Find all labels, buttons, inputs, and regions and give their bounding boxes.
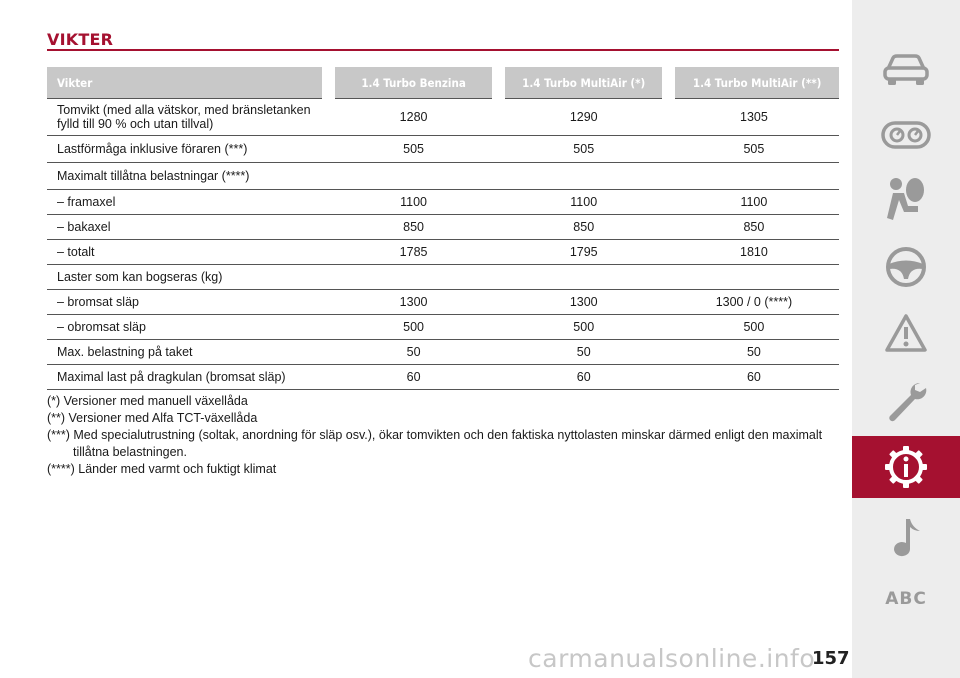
header-vikter: Vikter: [47, 67, 329, 99]
cell-value: 1300: [499, 290, 669, 315]
row-label: – bromsat släp: [47, 290, 329, 315]
cell-value: 1305: [669, 99, 839, 136]
car-icon: [882, 51, 930, 87]
music-note-icon: [886, 515, 926, 559]
footnote: (*) Versioner med manuell växellåda: [47, 394, 248, 408]
row-label: Maximalt tillåtna belastningar (****): [47, 163, 329, 190]
footnote: (***) Med specialutrustning (soltak, anordning för släp osv.), ökar tomvikten och den faktiska nyttolasten minskar därmed enligt den maximalt tillåtna belastningen.: [47, 428, 823, 459]
watermark: carmanualsonline.info: [528, 644, 816, 673]
sidebar-item-index[interactable]: [852, 570, 960, 628]
cell-value: 1300 / 0 (****): [669, 290, 839, 315]
header-multiair-manual: 1.4 Turbo MultiAir (*): [499, 67, 669, 99]
row-label: Laster som kan bogseras (kg): [47, 265, 329, 290]
row-label: Lastförmåga inklusive föraren (***): [47, 136, 329, 163]
table-row: [47, 365, 839, 390]
cell-value: 505: [329, 136, 499, 163]
cell-value: [329, 265, 499, 290]
airbag-seat-icon: [884, 176, 928, 222]
sidebar-item-instruments[interactable]: [852, 106, 960, 164]
cell-value: 60: [329, 365, 499, 390]
table-row: [47, 136, 839, 163]
cell-value: 50: [329, 340, 499, 365]
sidebar-item-technical-data[interactable]: [852, 436, 960, 498]
steering-wheel-icon: [884, 245, 928, 289]
cell-value: [669, 163, 839, 190]
table-row: [47, 240, 839, 265]
title-divider: [47, 49, 839, 51]
cell-value: 60: [499, 365, 669, 390]
cell-value: 1290: [499, 99, 669, 136]
footnote: (****) Länder med varmt och fuktigt klimat: [47, 462, 277, 476]
table-row: [47, 99, 839, 136]
sidebar-item-vehicle[interactable]: [852, 40, 960, 98]
page-number: 157: [812, 648, 850, 669]
cell-value: 1280: [329, 99, 499, 136]
cell-value: 1100: [499, 190, 669, 215]
info-gear-icon: [884, 445, 928, 489]
cell-value: 500: [499, 315, 669, 340]
footnotes: [47, 393, 839, 478]
cell-value: 60: [669, 365, 839, 390]
table-row: [47, 215, 839, 240]
sidebar-item-multimedia[interactable]: [852, 508, 960, 566]
cell-value: 1100: [669, 190, 839, 215]
weights-table: [47, 67, 839, 390]
row-label: – bakaxel: [47, 215, 329, 240]
row-label: – framaxel: [47, 190, 329, 215]
cell-value: 1300: [329, 290, 499, 315]
sidebar-item-driving[interactable]: [852, 238, 960, 296]
cell-value: 1810: [669, 240, 839, 265]
cell-value: 850: [499, 215, 669, 240]
cell-value: 1100: [329, 190, 499, 215]
cell-value: 500: [669, 315, 839, 340]
sidebar-item-safety[interactable]: [852, 170, 960, 228]
row-label: Max. belastning på taket: [47, 340, 329, 365]
cell-value: 50: [499, 340, 669, 365]
row-label: – obromsat släp: [47, 315, 329, 340]
cell-value: 850: [329, 215, 499, 240]
table-row: [47, 315, 839, 340]
wrench-icon: [884, 379, 928, 423]
cell-value: 1785: [329, 240, 499, 265]
sidebar-item-emergency[interactable]: [852, 304, 960, 362]
table-row: [47, 190, 839, 215]
abc-index: ABC: [885, 589, 927, 609]
cell-value: [499, 163, 669, 190]
table-row: [47, 340, 839, 365]
row-label: Tomvikt (med alla vätskor, med bränsletanken fylld till 90 % och utan tillval): [47, 99, 329, 136]
cell-value: 505: [499, 136, 669, 163]
cell-value: [669, 265, 839, 290]
sidebar-item-maintenance[interactable]: [852, 372, 960, 430]
cell-value: 505: [669, 136, 839, 163]
table-row: [47, 290, 839, 315]
table-header-row: [47, 67, 839, 99]
cell-value: 1795: [499, 240, 669, 265]
header-turbo-benzina: 1.4 Turbo Benzina: [329, 67, 499, 99]
cell-value: 500: [329, 315, 499, 340]
footnote: (**) Versioner med Alfa TCT-växellåda: [47, 411, 258, 425]
row-label: Maximal last på dragkulan (bromsat släp): [47, 365, 329, 390]
cell-value: [499, 265, 669, 290]
table-row: [47, 265, 839, 290]
cell-value: 850: [669, 215, 839, 240]
cell-value: [329, 163, 499, 190]
warning-triangle-icon: [884, 313, 928, 353]
table-row: [47, 163, 839, 190]
row-label: – totalt: [47, 240, 329, 265]
header-multiair-tct: 1.4 Turbo MultiAir (**): [669, 67, 839, 99]
chapter-sidebar: [852, 0, 960, 678]
dashboard-gauges-icon: [881, 120, 931, 150]
page-title: VIKTER: [47, 30, 114, 49]
cell-value: 50: [669, 340, 839, 365]
